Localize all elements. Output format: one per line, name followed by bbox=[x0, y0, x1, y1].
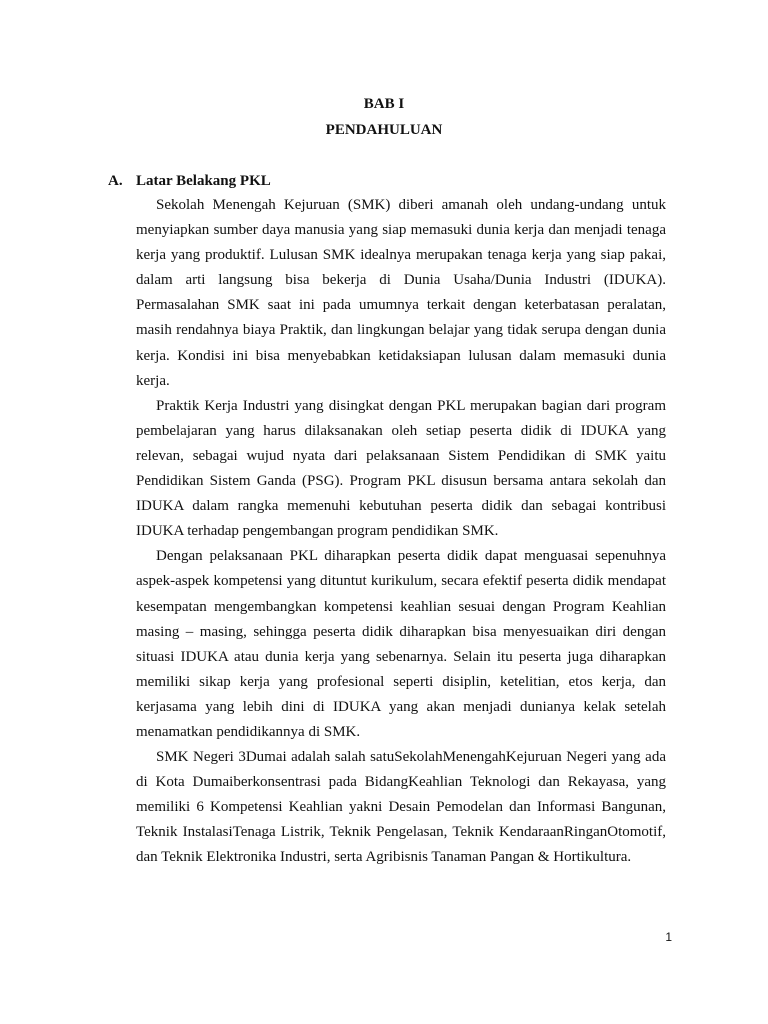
chapter-number: BAB I bbox=[363, 96, 405, 112]
paragraph: Dengan pelaksanaan PKL diharapkan peserta didik dapat menguasai sepenuhnya aspek-aspek kompetensi yang dituntut kurikulum, secara efektif peserta didik mendapat kesempatan mengembangkan kompetensi keahlian sesuai dengan Program Keahlian masing – masing, sehingga peserta didik diharapkan bisa menyesuaikan diri dengan situasi IDUKA atau dunia kerja yang sebenarnya. Selain itu peserta juga diharapkan memiliki sikap kerja yang profesional seperti disiplin, ketelitian, etos kerja, dan kerjasama yang lebih dini di IDUKA yang akan menjadi dunianya kelak setelah menamatkan pendidikannya di SMK. bbox=[136, 548, 666, 740]
body-text bbox=[136, 193, 666, 871]
section-heading bbox=[108, 172, 271, 190]
page-number: 1 bbox=[665, 930, 672, 944]
chapter-title: PENDAHULUAN bbox=[325, 122, 443, 138]
section-letter: A. bbox=[108, 173, 123, 189]
paragraph: Sekolah Menengah Kejuruan (SMK) diberi amanah oleh undang-undang untuk menyiapkan sumber daya manusia yang siap memasuki dunia kerja dan menjadi tenaga kerja yang produktif. Lulusan SMK idealnya merupakan tenaga kerja yang siap pakai, dalam arti langsung bisa bekerja di Dunia Usaha/Dunia Industri (IDUKA). Permasalahan SMK saat ini pada umumnya terkait dengan keterbatasan peralatan, masih rendahnya biaya Praktik, dan lingkungan belajar yang tidak serupa dengan dunia kerja. Kondisi ini bisa menyebabkan ketidaksiapan lulusan dalam memasuki dunia kerja. bbox=[136, 197, 666, 389]
paragraph: SMK Negeri 3Dumai adalah salah satuSekolahMenengahKejuruan Negeri yang ada di Kota Dumaiberkonsentrasi pada BidangKeahlian Teknologi dan Rekayasa, yang memiliki 6 Kompetensi Keahlian yakni Desain Pemodelan dan Informasi Bangunan, Teknik InstalasiTenaga Listrik, Teknik Pengelasan, Teknik KendaraanRinganOtomotif, dan Teknik Elektronika Industri, serta Agribisnis Tanaman Pangan & Hortikultura. bbox=[136, 749, 666, 866]
paragraph: Praktik Kerja Industri yang disingkat dengan PKL merupakan bagian dari program pembelajaran yang harus dilaksanakan oleh setiap peserta didik di IDUKA yang relevan, sebagai wujud nyata dari pelaksanaan Sistem Pendidikan di SMK yaitu Pendidikan Sistem Ganda (PSG). Program PKL disusun bersama antara sekolah dan IDUKA dalam rangka memenuhi kebutuhan peserta didik dan sebagai kontribusi IDUKA terhadap pengembangan program pendidikan SMK. bbox=[136, 397, 666, 540]
section-title: Latar Belakang PKL bbox=[136, 173, 271, 189]
